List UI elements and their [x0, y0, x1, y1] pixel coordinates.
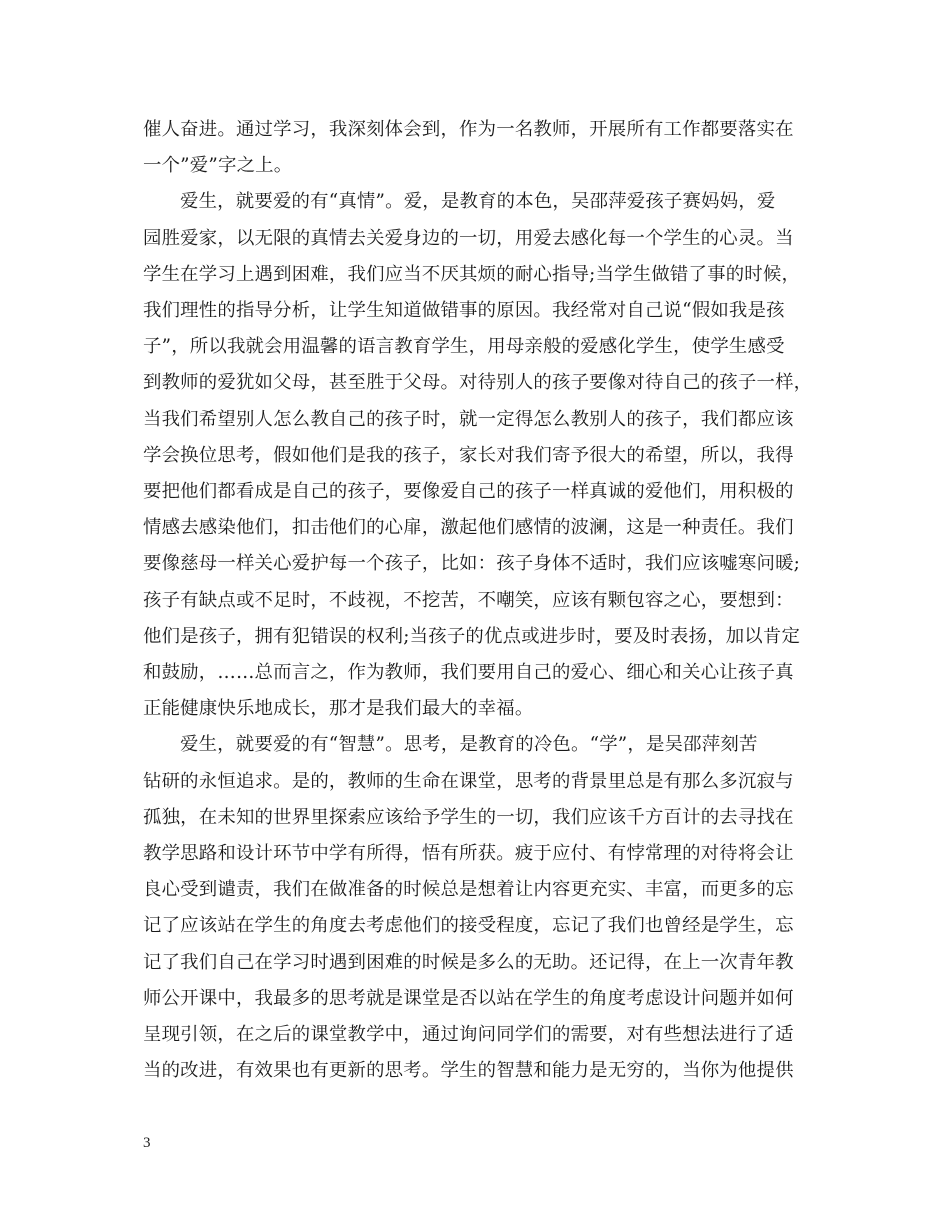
text-line: 记了应该站在学生的角度去考虑他们的接受程度，忘记了我们也曾经是学生，忘: [143, 915, 794, 937]
text-line: 情感去感染他们，扣击他们的心扉，激起他们感情的波澜，这是一种责任。我们: [143, 517, 794, 539]
text-line: 要把他们都看成是自己的孩子，要像爱自己的孩子一样真诚的爱他们，用积极的: [143, 481, 794, 503]
text-line: 到教师的爱犹如父母，甚至胜于父母。对待别人的孩子要像对待自己的孩子一样，: [143, 372, 813, 394]
text-line: 呈现引领，在之后的课堂教学中，通过询问同学们的需要，对有些想法进行了适: [143, 1024, 794, 1046]
text-line: 孩子有缺点或不足时，不歧视，不挖苦，不嘲笑，应该有颗包容之心，要想到：: [143, 589, 794, 611]
text-line: 他们是孩子，拥有犯错误的权利;当孩子的优点或进步时，要及时表扬，加以肯定: [143, 625, 801, 647]
paragraph-1: [143, 112, 823, 184]
page-number: 3: [143, 1135, 151, 1151]
text-line: 要像慈母一样关心爱护每一个孩子，比如：孩子身体不适时，我们应该嘘寒问暖;: [143, 553, 801, 575]
text-line: 爱生，就要爱的有“真情”。爱，是教育的本色，吴邵萍爱孩子赛妈妈，爱: [180, 191, 776, 213]
text-line: 和鼓励，……总而言之，作为教师，我们要用自己的爱心、细心和关心让孩子真: [143, 662, 794, 684]
text-line: 爱生，就要爱的有“智慧”。思考，是教育的冷色。“学”，是吴邵萍刻苦: [180, 734, 758, 756]
text-line: 学生在学习上遇到困难，我们应当不厌其烦的耐心指导;当学生做错了事的时候，: [143, 263, 801, 285]
text-line: 我们理性的指导分析，让学生知道做错事的原因。我经常对自己说“假如我是孩: [143, 300, 785, 322]
text-line: 一个”爱”字之上。: [143, 155, 293, 177]
document-body: [143, 112, 823, 1089]
text-line: 园胜爱家，以无限的真情去关爱身边的一切，用爱去感化每一个学生的心灵。当: [143, 227, 794, 249]
text-line: 师公开课中，我最多的思考就是课堂是否以站在学生的角度考虑设计问题并如何: [143, 987, 794, 1009]
text-line: 催人奋进。通过学习，我深刻体会到，作为一名教师，开展所有工作都要落实在: [143, 119, 794, 140]
text-line: 钻研的永恒追求。是的，教师的生命在课堂，思考的背景里总是有那么多沉寂与: [143, 770, 794, 792]
text-line: 孤独，在未知的世界里探索应该给予学生的一切，我们应该千方百计的去寻找在: [143, 806, 794, 828]
text-line: 正能健康快乐地成长，那才是我们最大的幸福。: [143, 698, 534, 720]
paragraph-2: [143, 184, 823, 727]
text-line: 子”，所以我就会用温馨的语言教育学生，用母亲般的爱感化学生，使学生感受: [143, 336, 785, 358]
text-line: 记了我们自己在学习时遇到困难的时候是多么的无助。还记得，在上一次青年教: [143, 951, 794, 973]
text-line: 当的改进，有效果也有更新的思考。学生的智慧和能力是无穷的，当你为他提供: [143, 1060, 794, 1082]
text-line: 当我们希望别人怎么教自己的孩子时，就一定得怎么教别人的孩子，我们都应该: [143, 408, 794, 430]
text-line: 良心受到谴责，我们在做准备的时候总是想着让内容更充实、丰富，而更多的忘: [143, 879, 794, 901]
paragraph-3: [143, 727, 823, 1089]
text-line: 学会换位思考，假如他们是我的孩子，家长对我们寄予很大的希望，所以，我得: [143, 444, 794, 466]
text-line: 教学思路和设计环节中学有所得，悟有所获。疲于应付、有悖常理的对待将会让: [143, 843, 794, 865]
